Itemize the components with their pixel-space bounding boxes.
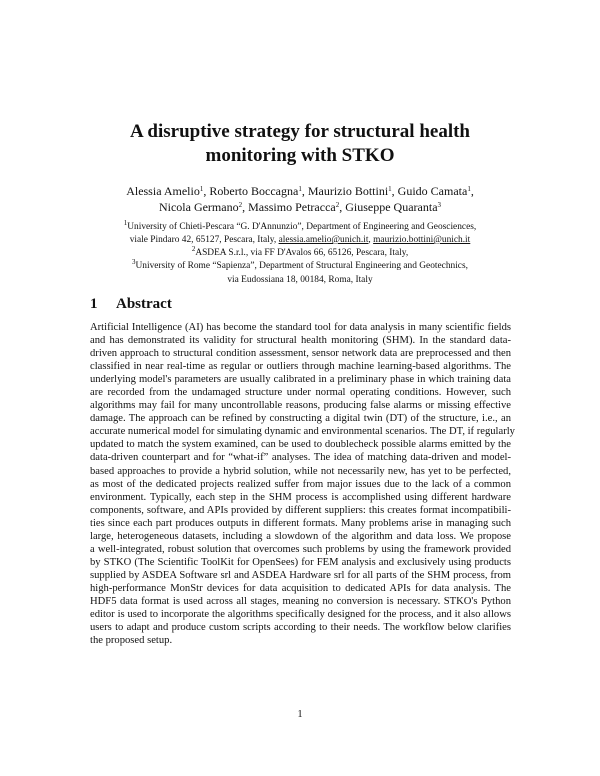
paper-title-line-1: A disruptive strategy for structural health bbox=[129, 121, 471, 142]
abstract-line: a well-integrated, robust solution that overcomes such problems by using the framework provided bbox=[90, 543, 511, 555]
section-title: Abstract bbox=[116, 296, 172, 312]
paper-title-line-2: monitoring with STKO bbox=[205, 145, 395, 166]
abstract-line: accurate numerical model for simulating dynamic and environmental scenarios. The DT, if regularly bbox=[90, 426, 515, 438]
abstract-line: HDF5 data format is used across all stages, meaning no conversion is necessary. STKO's Python bbox=[90, 595, 511, 607]
affiliation-text: University of Rome “Sapienza”, Department of Structural Engineering and Geotechnics, bbox=[135, 261, 468, 271]
affiliation-mark: 2 bbox=[335, 201, 340, 209]
abstract-line: based approaches to provide a hybrid solution, while not necessarily new, has yet to be perfected, bbox=[90, 465, 511, 477]
abstract-line: environment. Typically, each step in the SHM process is accomplished using different hardware bbox=[90, 491, 511, 503]
abstract-line: high-performance MonStr devices for data acquisition to dedicated APIs for data analysis. The bbox=[90, 582, 511, 594]
abstract-line: the proposed setup. bbox=[90, 635, 173, 647]
author-name: Maurizio Bottini bbox=[307, 184, 389, 198]
affiliation-mark: 1 bbox=[123, 219, 128, 227]
affiliation-mark: 1 bbox=[467, 185, 471, 193]
author-name: Giuseppe Quaranta bbox=[345, 200, 438, 214]
abstract-line: Artificial Intelligence (AI) has become the standard tool for data analysis in many scientific fields bbox=[90, 322, 511, 333]
abstract-line: components, software, and APIs provided by different suppliers: this creates format incompatibili- bbox=[90, 504, 511, 516]
affiliation-1 bbox=[0, 219, 600, 232]
abstract-line: damage. The approach can be refined by constructing a digital twin (DT) of the structure, i.e., an bbox=[90, 413, 511, 425]
abstract-line: algorithms may fail for many uncontrollable reasons, producing false alarms or missing effective bbox=[90, 400, 511, 412]
author-name: Nicola Germano bbox=[158, 200, 239, 214]
section-heading bbox=[90, 296, 172, 313]
affiliation-text: University of Chieti-Pescara “G. D'Annunzio”, Department of Engineering and Geosciences, bbox=[127, 222, 477, 232]
abstract-line: ties since each part produces outputs in different formats. Many problems arise in managing such bbox=[90, 517, 511, 529]
author-name: Guido Camata bbox=[397, 184, 468, 198]
abstract-line: and has demonstrated its validity for structural health monitoring (SHM). In the standard data- bbox=[90, 335, 511, 347]
author-list-line-1: Alessia Amelio$^1$, Roberto Boccagna$^1$, Maurizio Bottini$^1$, Guido Camata$^1$, bbox=[126, 184, 474, 198]
author-list-line-2: Nicola Germano$^2$, Massimo Petracca$^2$, Giuseppe Quaranta$^3$ bbox=[158, 200, 442, 214]
affiliation-mark: 2 bbox=[191, 245, 196, 253]
affiliation-mark: 2 bbox=[238, 201, 243, 209]
abstract-line: classified in near real-time as regular or outliers through machine learning-based algorithms. The bbox=[90, 361, 511, 373]
affiliation-mark: 3 bbox=[437, 201, 442, 209]
email-link[interactable]: alessia.amelio@unich.it bbox=[278, 235, 369, 245]
affiliation-mark: 1 bbox=[298, 185, 302, 193]
affiliation-text: ASDEA S.r.l., via FF D'Avalos 66, 65126, Pescara, Italy, bbox=[195, 248, 409, 258]
abstract-line: updated to match the system examined, can be used to doublecheck possible alarms emitted by the bbox=[90, 439, 511, 451]
section-number: 1 bbox=[90, 296, 98, 312]
affiliation-mark: 1 bbox=[199, 185, 204, 193]
abstract-body bbox=[90, 321, 515, 647]
affiliation-3-address: via Eudossiana 18, 00184, Roma, Italy bbox=[227, 275, 373, 285]
page-number: 1 bbox=[297, 709, 303, 720]
author-name: Alessia Amelio bbox=[126, 184, 200, 198]
affiliation-2 bbox=[0, 245, 600, 258]
abstract-line: underlying model's parameters are usually calibrated in a preliminary phase in which training data bbox=[90, 374, 511, 386]
affiliation-1-address: viale Pindaro 42, 65127, Pescara, Italy, alessia.amelio@unich.it, maurizio.bottini@unich.it bbox=[129, 235, 471, 245]
abstract-line: driven approach to structural condition assessment, sensor network data are preprocessed and then bbox=[90, 348, 511, 360]
abstract-line: editor is used to incorporate the algorithms specifically designed for the process, and it also allows bbox=[90, 609, 511, 621]
abstract-line: supplied by ASDEA Software srl and ASDEA Hardware srl for all parts of the SHM process, from bbox=[90, 569, 511, 581]
author-name: Massimo Petracca bbox=[248, 200, 336, 214]
affiliation-mark: 3 bbox=[132, 258, 136, 266]
abstract-line: by STKO (The Scientific ToolKit for OpenSees) for FEM analysis and exclusively using products bbox=[90, 556, 511, 568]
author-name: Roberto Boccagna bbox=[209, 184, 299, 198]
abstract-line: large, heterogeneous datasets, including a slowdown of the algorithm and data loss. We propose bbox=[90, 530, 511, 542]
abstract-line: data-driven counterpart and for “what-if” analyses. The idea of matching data-driven and model- bbox=[90, 452, 511, 464]
abstract-line: users to adapt and produce custom scripts according to their needs. The workflow below clarifies bbox=[90, 622, 511, 634]
abstract-line: as most of the dedicated projects realized suffer from major issues due to the lack of a common bbox=[90, 478, 511, 490]
affiliation-text: viale Pindaro 42, 65127, Pescara, Italy, bbox=[129, 235, 277, 245]
email-link[interactable]: maurizio.bottini@unich.it bbox=[373, 235, 471, 245]
abstract-line: are recorded from the undamaged structure under normal operating conditions. However, such bbox=[90, 387, 511, 399]
affiliation-3 bbox=[0, 258, 600, 271]
affiliation-mark: 1 bbox=[388, 185, 392, 193]
